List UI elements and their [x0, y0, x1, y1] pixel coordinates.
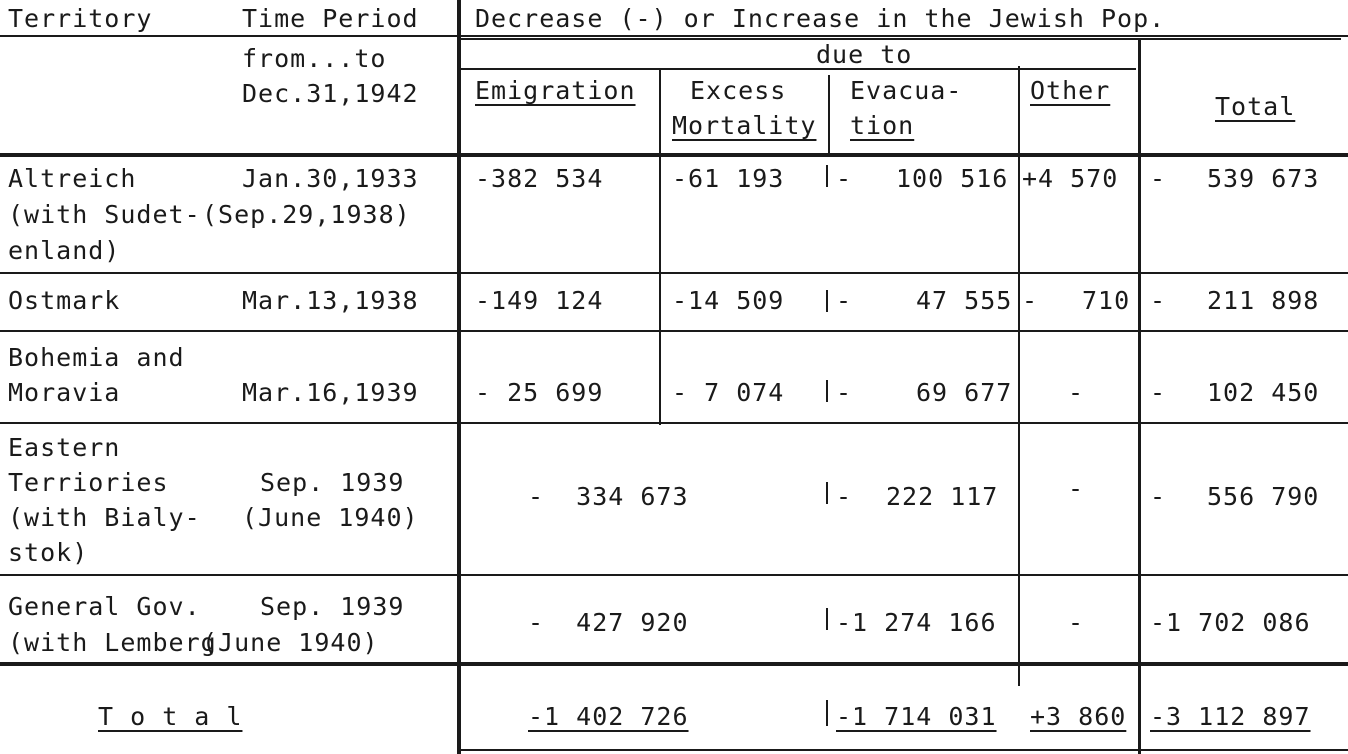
row4-total-sign: - — [1150, 482, 1167, 511]
header-evacua: Evacua- — [850, 76, 963, 105]
row4-period-2: (June 1940) — [242, 503, 419, 532]
hline-row3 — [0, 422, 1348, 424]
row3-emigration: - 25 699 — [475, 378, 604, 407]
row4-evac-sign: - — [836, 482, 853, 511]
vline-total — [1138, 40, 1141, 754]
vline-other — [1018, 66, 1020, 686]
header-time-period: Time Period — [242, 4, 419, 33]
row4-territory-2: Terriories — [8, 468, 169, 497]
row3-territory-1: Bohemia and — [8, 343, 185, 372]
row4-territory-3: (with Bialy- — [8, 503, 201, 532]
row1-period-2: (Sep.29,1938) — [202, 200, 411, 229]
header-emigration: Emigration — [475, 76, 636, 105]
row5-total: -1 702 086 — [1150, 608, 1311, 637]
header-dec31: Dec.31,1942 — [242, 79, 419, 108]
header-total: Total — [1215, 92, 1296, 121]
row5-other: - — [1068, 608, 1085, 637]
vline-evac-3 — [826, 380, 828, 402]
row5-territory-2: (with Lemberg — [8, 628, 217, 657]
row1-emigration: -382 534 — [475, 164, 604, 193]
row2-period: Mar.13,1938 — [242, 286, 419, 315]
row1-total: 539 673 — [1207, 164, 1320, 193]
vline-evac-2 — [826, 290, 828, 312]
row1-territory-3: enland) — [8, 236, 121, 265]
row4-total: 556 790 — [1207, 482, 1320, 511]
row1-mortality: -61 193 — [672, 164, 785, 193]
hline-row5 — [0, 662, 1348, 666]
row1-total-sign: - — [1150, 164, 1167, 193]
row5-period-2: (June 1940) — [202, 628, 379, 657]
row1-evac-sign: - — [836, 164, 853, 193]
hline-row1 — [0, 272, 1348, 274]
hline-row2 — [0, 330, 1348, 332]
row2-mortality: -14 509 — [672, 286, 785, 315]
header-other: Other — [1030, 76, 1111, 105]
hline-subhead — [461, 68, 1136, 70]
row4-emig-mort: - 334 673 — [528, 482, 689, 511]
row4-territory-4: stok) — [8, 538, 89, 567]
row4-other: - — [1068, 474, 1085, 503]
totals-emig-mort: -1 402 726 — [528, 702, 689, 731]
vline-evac-head — [828, 75, 830, 153]
totals-evacuation: -1 714 031 — [836, 702, 997, 731]
vline-evac-6 — [826, 700, 828, 726]
row2-total: 211 898 — [1207, 286, 1320, 315]
hline-header-bottom — [0, 153, 1348, 157]
totals-other: +3 860 — [1030, 702, 1127, 731]
row1-other: +4 570 — [1022, 164, 1119, 193]
row5-emig-mort: - 427 920 — [528, 608, 689, 637]
totals-label: T o t a l — [98, 702, 243, 731]
row5-evacuation: -1 274 166 — [836, 608, 997, 637]
header-due-to: due to — [816, 40, 913, 69]
row1-territory-2: (with Sudet- — [8, 200, 201, 229]
vline-evac-5 — [826, 608, 828, 630]
row3-mortality: - 7 074 — [672, 378, 785, 407]
row3-other: - — [1068, 378, 1085, 407]
row5-period-1: Sep. 1939 — [260, 592, 405, 621]
row3-evac-sign: - — [836, 378, 853, 407]
header-decrease-increase: Decrease (-) or Increase in the Jewish Pop. — [475, 4, 1166, 33]
hline-bottom — [458, 749, 1348, 751]
row2-evac-sign: - — [836, 286, 853, 315]
row2-emigration: -149 124 — [475, 286, 604, 315]
row2-territory: Ostmark — [8, 286, 121, 315]
vline-evac-4 — [826, 482, 828, 504]
totals-total: -3 112 897 — [1150, 702, 1311, 731]
vline-evac-1 — [826, 165, 828, 187]
row1-period-1: Jan.30,1933 — [242, 164, 419, 193]
row2-other-sign: - — [1022, 286, 1039, 315]
hline-title — [0, 35, 1348, 37]
header-tion: tion — [850, 111, 915, 140]
header-from-to: from...to — [242, 44, 387, 73]
row3-evacuation: 69 677 — [916, 378, 1013, 407]
row1-evacuation: 100 516 — [896, 164, 1009, 193]
row3-period: Mar.16,1939 — [242, 378, 419, 407]
row5-territory-1: General Gov. — [8, 592, 201, 621]
header-excess: Excess — [690, 76, 787, 105]
row3-total: 102 450 — [1207, 378, 1320, 407]
row4-period-1: Sep. 1939 — [260, 468, 405, 497]
row4-evacuation: 222 117 — [886, 482, 999, 511]
header-mortality: Mortality — [672, 111, 817, 140]
row2-other: 710 — [1082, 286, 1131, 315]
row3-territory-2: Moravia — [8, 378, 121, 407]
row3-total-sign: - — [1150, 378, 1167, 407]
vline-main — [457, 0, 461, 754]
row2-evacuation: 47 555 — [916, 286, 1013, 315]
header-territory: Territory — [8, 4, 153, 33]
vline-emig — [659, 70, 661, 425]
hline-row4 — [0, 574, 1348, 576]
row4-territory-1: Eastern — [8, 433, 121, 462]
row2-total-sign: - — [1150, 286, 1167, 315]
row1-territory-1: Altreich — [8, 164, 137, 193]
